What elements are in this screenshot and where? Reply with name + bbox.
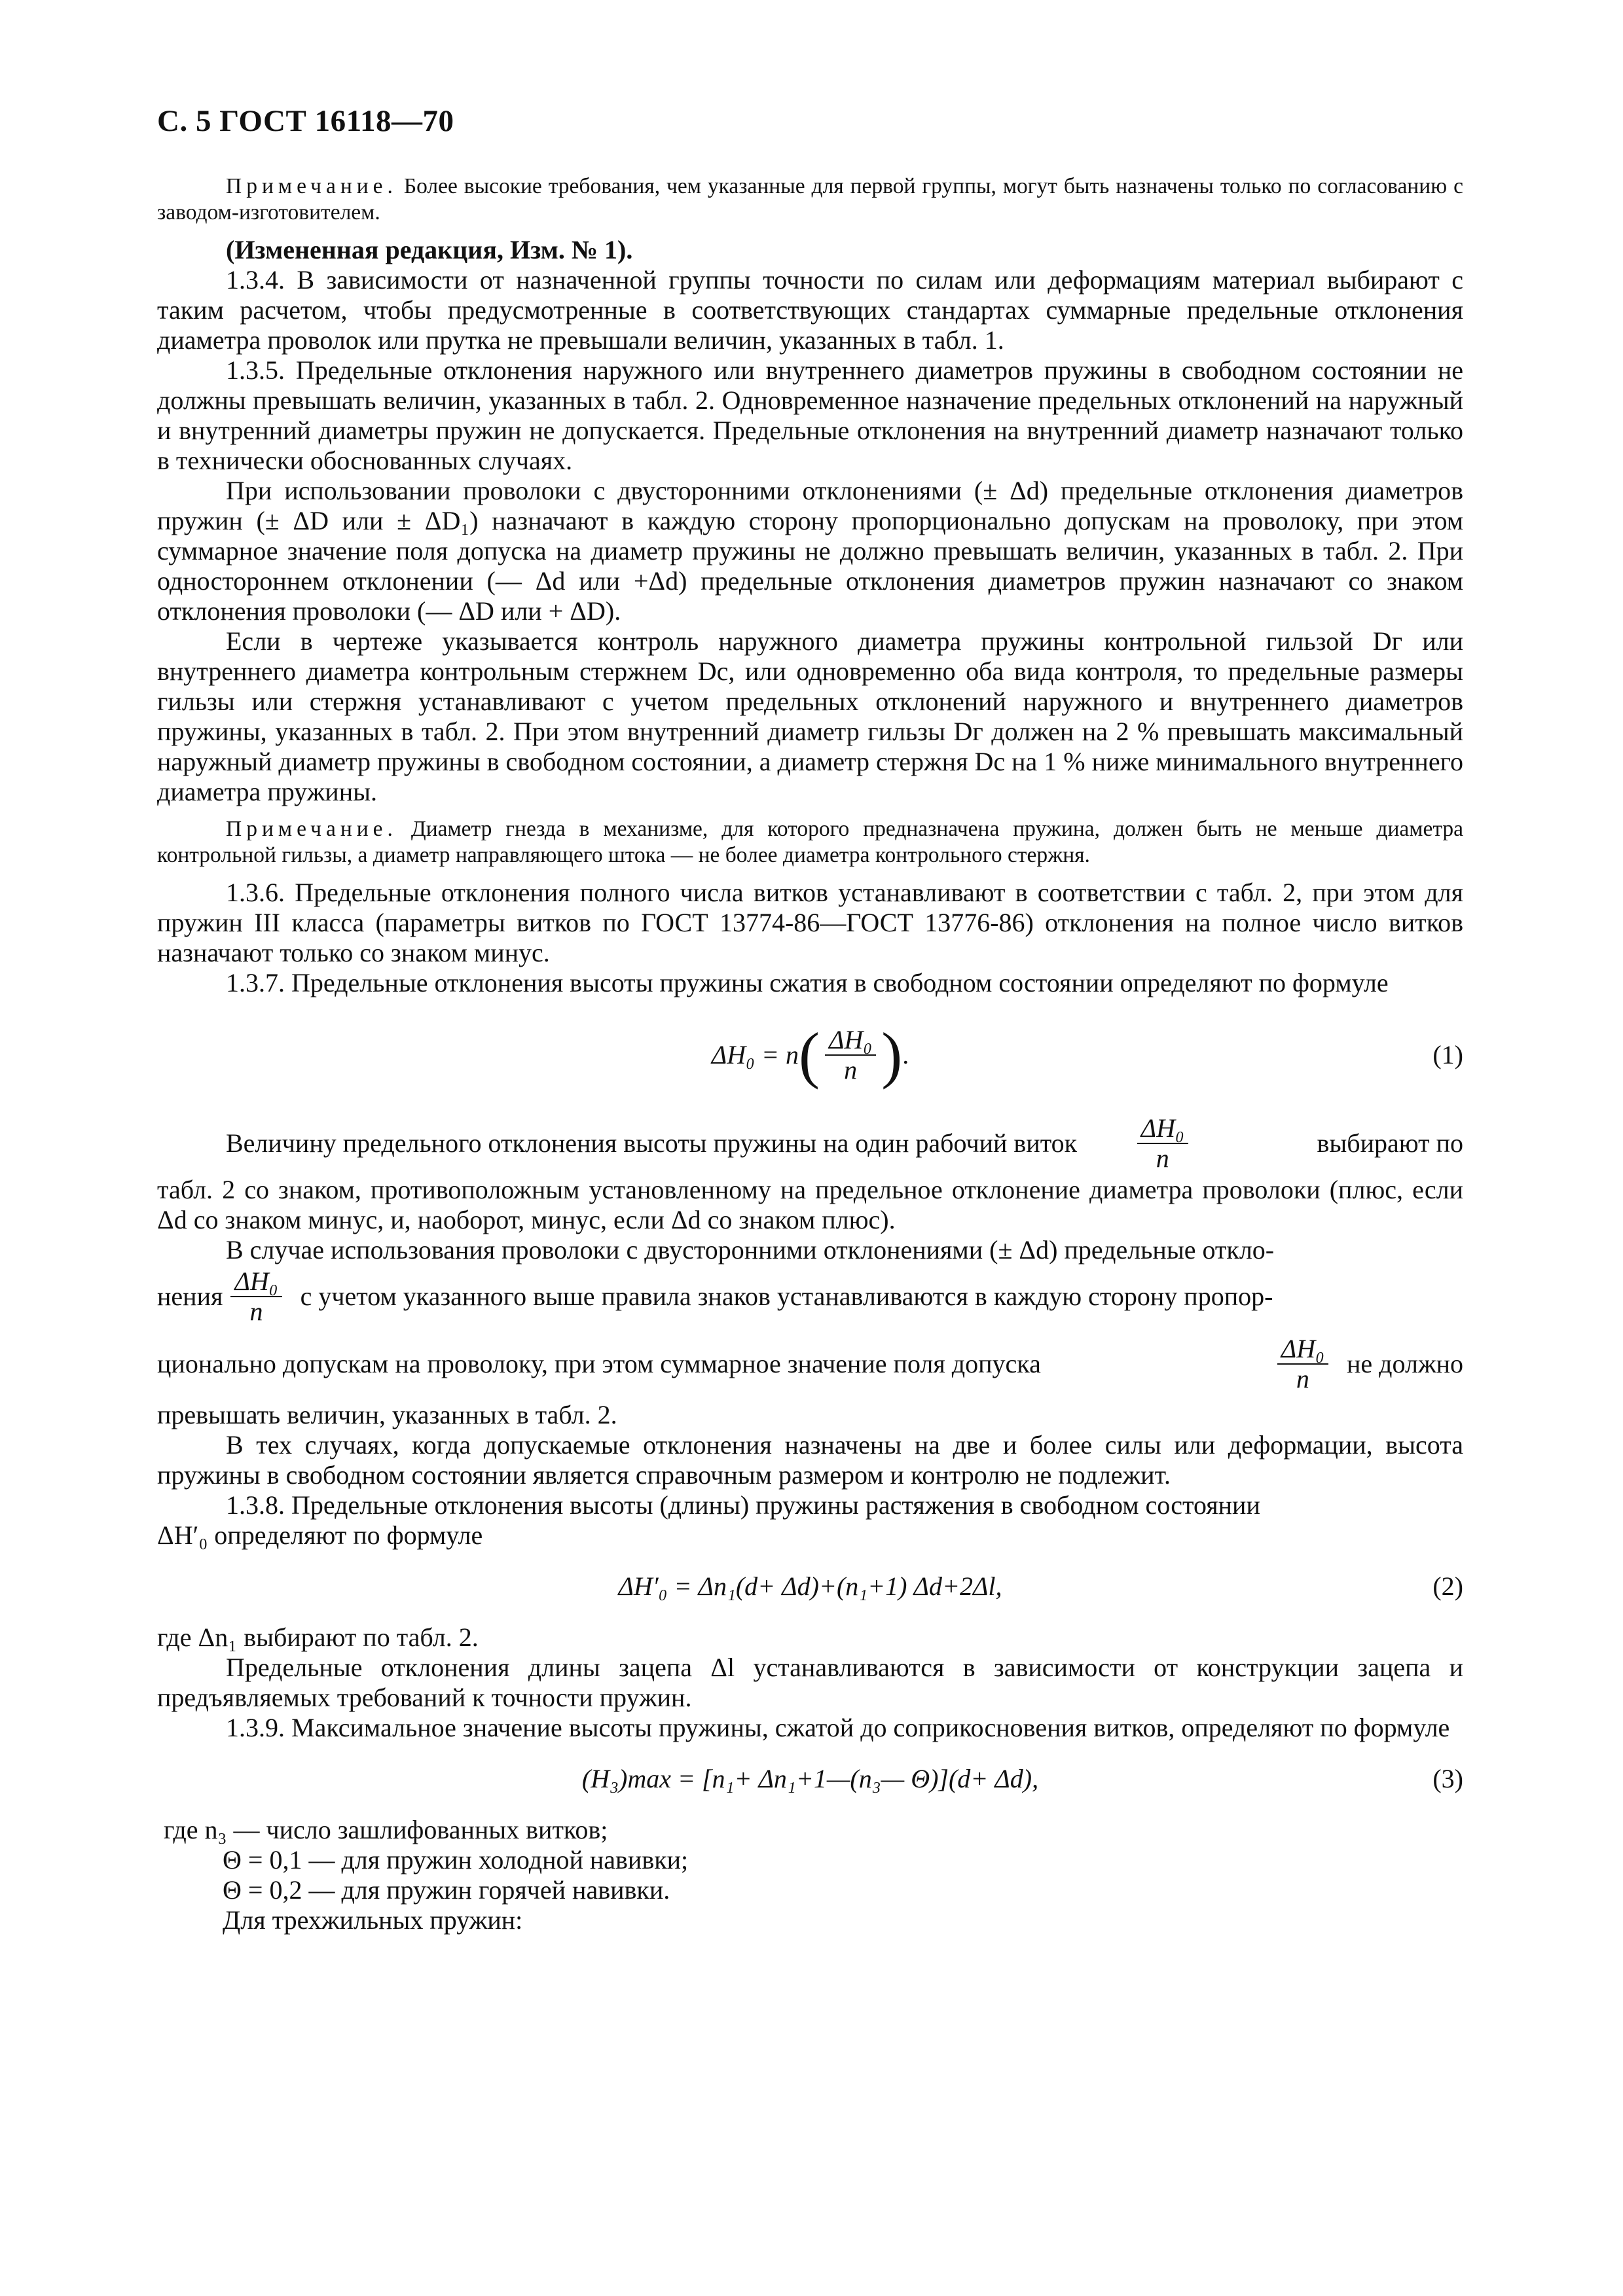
paragraph-1-3-4: 1.3.4. В зависимости от назначенной группы точности по силам или деформациям материал выбирают с таким расчетом, чтобы предусмотренные в соответствующих стандартах суммарные предельные отклонения диаметра проволок или прутка не превышали величин, указанных в табл. 1. xyxy=(157,265,1463,355)
document-body xyxy=(157,173,1463,1935)
fraction-top: ΔH₀ xyxy=(230,1267,282,1297)
paragraph-1-3-7-c-line2 xyxy=(157,1265,1463,1328)
fraction-bottom: n xyxy=(844,1055,858,1085)
where-item: где n₃ — число зашлифованных витков; xyxy=(164,1815,608,1844)
note-label: Примечание. xyxy=(226,174,397,198)
where-item: Θ = 0,1 — для пружин холодной навивки; xyxy=(223,1845,689,1874)
formula-3-text: (H₃)max = [n₁+ Δn₁+1—(n₃— Θ)](d+ Δd), xyxy=(581,1764,1039,1793)
paragraph-1-3-5-b: При использовании проволоки с двусторонними отклонениями (± Δd) предельные отклонения диаметров пружин (± ΔD или ± ΔD₁) назначают в каждую сторону пропорционально допускам на проволоку, при этом суммарное значение поля допуска на диаметр пружины не должно превышать величин, указанных в табл. 2. При одностороннем отклонении (— Δd или +Δd) предельные отклонения диаметров пружин назначают со знаком отклонения проволоки (— ΔD или + ΔD). xyxy=(157,476,1463,626)
where-list xyxy=(164,1815,1463,1935)
page-header: С. 5 ГОСТ 16118—70 xyxy=(157,104,454,138)
paragraph-1-3-7: 1.3.7. Предельные отклонения высоты пружины сжатия в свободном состоянии определяют по формуле xyxy=(226,968,1389,997)
paragraph-1-3-9: 1.3.9. Максимальное значение высоты пружины, сжатой до соприкосновения витков, определяют по формуле xyxy=(226,1713,1450,1742)
fraction-top: ΔH₀ xyxy=(1137,1114,1188,1144)
paragraph-1-3-7-c-line4: превышать величин, указанных в табл. 2. xyxy=(157,1400,617,1429)
paragraph-1-3-8: 1.3.8. Предельные отклонения высоты (длины) пружины растяжения в свободном состоянии xyxy=(226,1490,1260,1520)
paragraph-1-3-7-b xyxy=(157,1112,1463,1175)
paragraph-1-3-8-b: ΔH′₀ определяют по формуле xyxy=(157,1520,483,1550)
paragraph-1-3-7-b-cont: табл. 2 со знаком, противоположным установленному на предельное отклонение диаметра проволоки (плюс, если Δd со знаком минус, и, наоборот, минус, если Δd со знаком плюс). xyxy=(157,1175,1463,1234)
fraction-top: ΔH₀ xyxy=(825,1026,876,1056)
formula-3 xyxy=(157,1751,1463,1807)
paren-right: ) xyxy=(881,1020,903,1090)
paren-left: ( xyxy=(799,1020,820,1090)
text-part: выбирают по xyxy=(1317,1128,1463,1158)
formula-3-number: (3) xyxy=(1432,1764,1463,1793)
text-part: с учетом указанного выше правила знаков устанавливаются в каждую сторону пропор- xyxy=(300,1282,1273,1311)
text-part: нения xyxy=(157,1282,223,1311)
paragraph-1-3-7-c-line3 xyxy=(157,1328,1463,1400)
text-part: ционально допускам на проволоку, при этом суммарное значение поля допуска xyxy=(157,1349,1041,1378)
fraction-top: ΔH₀ xyxy=(1277,1335,1328,1365)
where-item: Θ = 0,2 — для пружин горячей навивки. xyxy=(223,1875,670,1905)
formula-2-text: ΔH′₀ = Δn₁(d+ Δd)+(n₁+1) Δd+2Δl, xyxy=(618,1571,1002,1601)
paragraph-1-3-8-d: Предельные отклонения длины зацепа Δl устанавливаются в зависимости от конструкции зацепа и предъявляемых требований к точности пружин. xyxy=(157,1653,1463,1712)
formula-1-lhs: ΔH₀ = n xyxy=(711,1040,799,1069)
fraction-dh0-n xyxy=(230,1267,282,1326)
fraction-bottom: n xyxy=(1156,1143,1169,1173)
where-item: Для трехжильных пружин: xyxy=(223,1905,523,1935)
formula-1 xyxy=(157,1006,1463,1104)
edit-note: (Измененная редакция, Изм. № 1). xyxy=(226,235,633,264)
paragraph-1-3-5-c: Если в чертеже указывается контроль наружного диаметра пружины контрольной гильзой Dг или внутреннего диаметра контрольным стержнем Dс, или одновременно оба вида контроля, то предельные размеры гильзы или стержня устанавливают с учетом предельных отклонений наружного и внутреннего диаметров пружины, указанных в табл. 2. При этом внутренний диаметр гильзы Dг должен на 2 % превышать максимальный наружный диаметр пружины в свободном состоянии, а диаметр стержня Dс на 1 % ниже минимального внутреннего диаметра пружины. xyxy=(157,626,1463,806)
paragraph-1-3-7-d: В тех случаях, когда допускаемые отклонения назначены на две и более силы или деформации, высота пружины в свободном состоянии является справочным размером и контролю не подлежит. xyxy=(157,1430,1463,1490)
paragraph-1-3-8-c: где Δn₁ выбирают по табл. 2. xyxy=(157,1623,479,1652)
formula-1-number: (1) xyxy=(1432,1040,1463,1069)
fraction-bottom: n xyxy=(1296,1364,1309,1393)
note-text: Диаметр гнезда в механизме, для которого предназначена пружина, должен быть не меньше диаметра контрольной гильзы, а диаметр направляющего штока — не более диаметра контрольного стержня. xyxy=(157,817,1463,867)
formula-1-fraction xyxy=(825,1026,876,1085)
text-part: Величину предельного отклонения высоты пружины на один рабочий виток xyxy=(226,1128,1078,1158)
fraction-dh0-n xyxy=(1137,1114,1188,1173)
fraction-dh0-n xyxy=(1277,1335,1328,1393)
paragraph-1-3-5: 1.3.5. Предельные отклонения наружного или внутреннего диаметров пружины в свободном состоянии не должны превышать величин, указанных в табл. 2. Одновременное назначение предельных отклонений на наружный и внутренний диаметры пружин не допускается. Предельные отклонения на внутренний диаметр назначают только в технически обоснованных случаях. xyxy=(157,355,1463,475)
fraction-group xyxy=(1272,1335,1463,1393)
formula-2 xyxy=(157,1558,1463,1615)
fraction-bottom: n xyxy=(249,1297,263,1326)
note-text: Более высокие требования, чем указанные для первой группы, могут быть назначены только по согласованию с заводом-изготовителем. xyxy=(157,174,1463,224)
note-1 xyxy=(157,173,1463,226)
paragraph-1-3-6: 1.3.6. Предельные отклонения полного числа витков устанавливают в соответствии с табл. 2, при этом для пружин III класса (параметры витков по ГОСТ 13774-86—ГОСТ 13776-86) отклонения на полное число витков назначают только со знаком минус. xyxy=(157,878,1463,967)
paragraph-1-3-7-c: В случае использования проволоки с двусторонними отклонениями (± Δd) предельные откло- xyxy=(226,1235,1275,1265)
note-label: Примечание. xyxy=(226,817,397,841)
formula-1-end: . xyxy=(902,1040,909,1069)
formula-2-number: (2) xyxy=(1432,1571,1463,1601)
text-part: не должно xyxy=(1347,1349,1463,1378)
note-2 xyxy=(157,816,1463,869)
